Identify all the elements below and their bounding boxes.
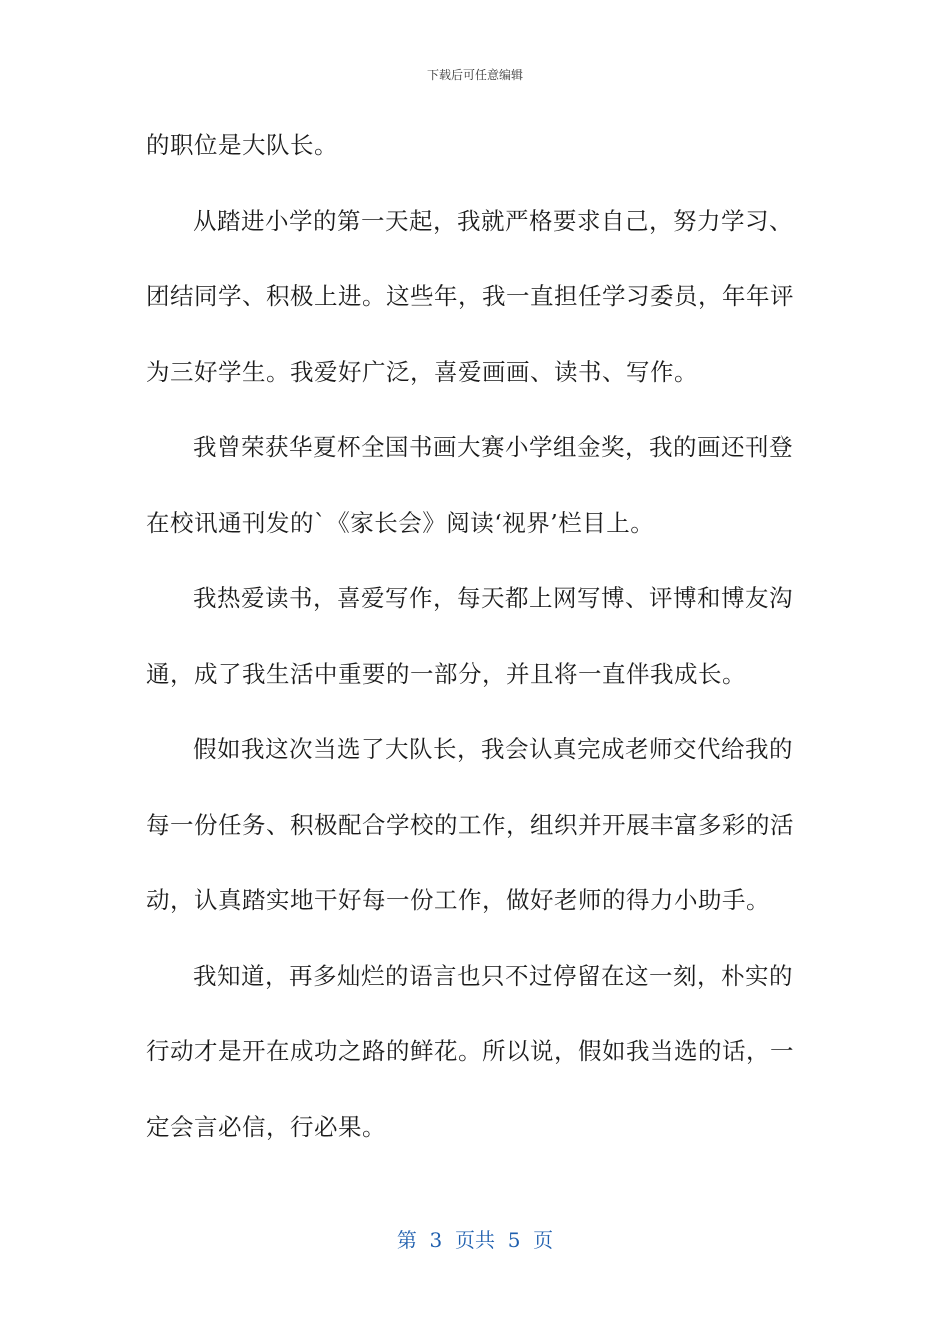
text-line: 动，认真踏实地干好每一份工作，做好老师的得力小助手。 xyxy=(146,886,770,914)
text-line: 每一份任务、积极配合学校的工作，组织并开展丰富多彩的活 xyxy=(146,810,794,839)
text-line: 行动才是开在成功之路的鲜花。所以说，假如我当选的话，一 xyxy=(146,1037,794,1065)
text-line: 我知道，再多灿烂的语言也只不过停留在这一刻，朴实的 xyxy=(193,961,793,990)
text-line: 团结同学、积极上进。这些年，我一直担任学习委员，年年评 xyxy=(146,282,794,310)
text-line: 我热爱读书，喜爱写作，每天都上网写博、评博和博友沟 xyxy=(193,584,793,612)
text-line: 我曾荣获华夏杯全国书画大赛小学组金奖，我的画还刊登 xyxy=(193,433,793,461)
header-note: 下载后可任意编辑 xyxy=(426,68,523,82)
text-line: 的职位是大队长。 xyxy=(146,131,338,159)
document-body xyxy=(146,122,796,1179)
text-line: 假如我这次当选了大队长，我会认真完成老师交代给我的 xyxy=(193,735,793,763)
text-line: 为三好学生。我爱好广泛，喜爱画画、读书、写作。 xyxy=(146,357,698,386)
page-number-footer: 第 3 页共 5 页 xyxy=(396,1228,554,1252)
text-line: 从踏进小学的第一天起，我就严格要求自己，努力学习、 xyxy=(193,206,793,235)
text-line: 在校讯通刊发的`《家长会》阅读‘视界’栏目上。 xyxy=(146,508,655,537)
text-line: 通，成了我生活中重要的一部分，并且将一直伴我成长。 xyxy=(146,659,746,688)
text-line: 定会言必信，行必果。 xyxy=(146,1112,386,1141)
